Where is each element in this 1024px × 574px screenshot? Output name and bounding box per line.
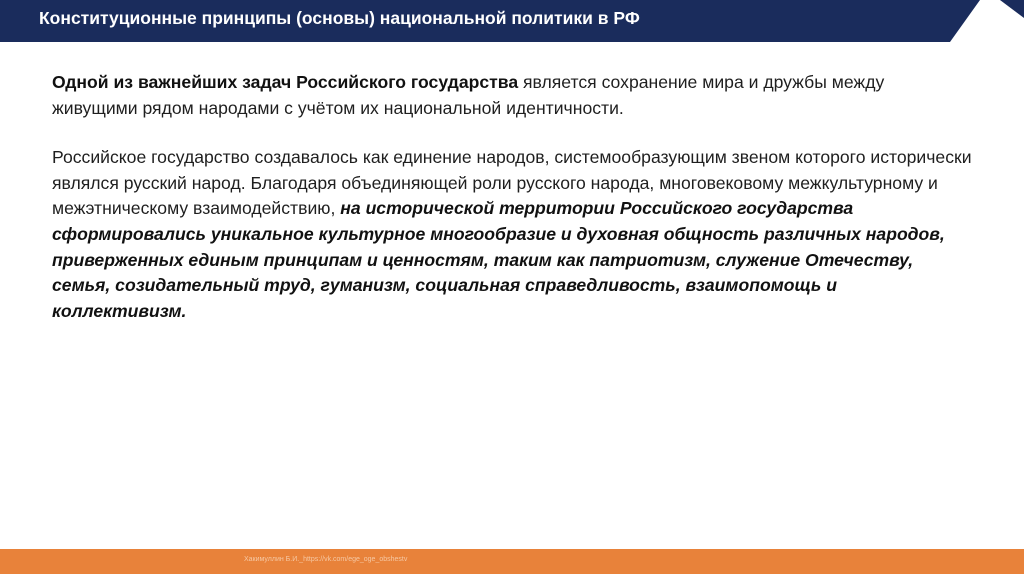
footer-credit: Хакимуллин Б.И._https://vk.com/ege_oge_obshestv [244, 556, 408, 563]
page-title: Конституционные принципы (основы) национальной политики в РФ [39, 8, 640, 28]
header-bar [0, 0, 1024, 42]
main-content [52, 70, 972, 324]
paragraph-1 [52, 70, 972, 121]
paragraph-2-bold-italic: на исторической территории Российского государства сформировались уникальное культурное многообразие и духовная общность различных народов, приверженных единым принципам и ценностям, таким как патриотизм, служение Отечеству, семья, созидательный труд, гуманизм, социальная справедливость, взаимопомощь и коллективизм. [52, 198, 945, 321]
paragraph-1-bold-lead: Одной из важнейших задач Российского государства [52, 72, 519, 92]
paragraph-2-text: Российское государство создавалось как единение народов, системообразующим звеном которого исторически являлся русский народ. Благодаря объединяющей роли русского народа, многовековому межкультурному и межэтническому взаимодействию, [52, 147, 972, 219]
paragraph-2 [52, 145, 972, 324]
footer-bar [0, 549, 1024, 574]
paragraph-1-text: является сохранение мира и дружбы между живущими рядом народами с учётом их национальной идентичности. [52, 72, 885, 118]
